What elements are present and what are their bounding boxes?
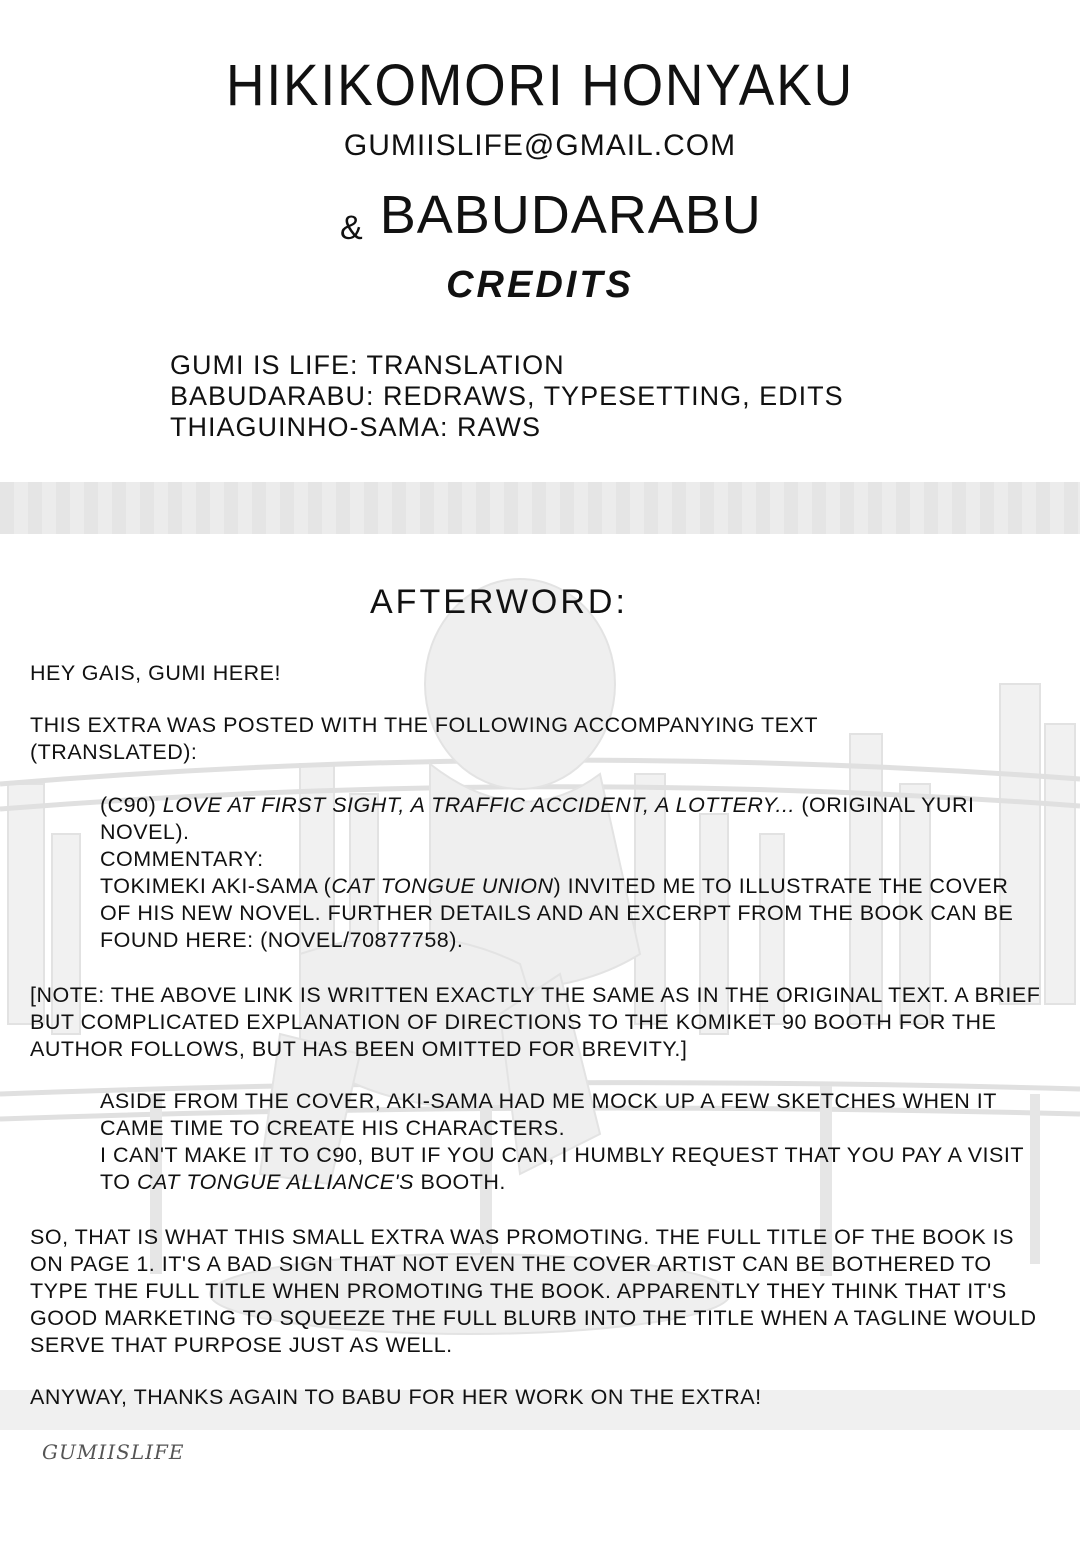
thanks-text: ANYWAY, THANKS AGAIN TO BABU FOR HER WORK ON THE EXTRA!: [30, 1385, 762, 1409]
signature: GUMIISLIFE: [42, 1440, 185, 1464]
quote-prefix: (C90): [100, 793, 163, 817]
commentary-text-after: ) INVITED ME TO ILLUSTRATE THE COVER OF HIS NEW NOVEL. FURTHER DETAILS AND AN EXCERPT FROM THE BOOK CAN BE FOUND HERE: (NOVEL/70877758).: [100, 874, 1014, 952]
summary-text: SO, THAT IS WHAT THIS SMALL EXTRA WAS PROMOTING. THE FULL TITLE OF THE BOOK IS ON PAGE 1. IT'S A BAD SIGN THAT NOT EVEN THE COVER ARTIST CAN BE BOTHERED TO TYPE THE FULL TITLE WHEN PROMOTING THE BOOK. APPARENTLY THEY THINK THAT IT'S GOOD MARKETING TO SQUEEZE THE FULL BLURB INTO THE TITLE WHEN A TAGLINE WOULD SERVE THAT PURPOSE JUST AS WELL.: [30, 1225, 1037, 1357]
group-name-title: HIKIKOMORI HONYAKU: [225, 53, 855, 118]
circle-name-alt: CAT TONGUE ALLIANCE'S: [136, 1170, 414, 1194]
contact-email: GUMIISLIFE@GMAIL.COM: [343, 129, 737, 162]
commentary-label: COMMENTARY:: [100, 847, 264, 871]
booth-text-before: I CAN'T MAKE IT TO C90, BUT IF YOU CAN, I HUMBLY REQUEST THAT YOU PAY A VISIT TO: [100, 1143, 1024, 1194]
novel-title: LOVE AT FIRST SIGHT, A TRAFFIC ACCIDENT, A LOTTERY...: [162, 793, 795, 817]
ampersand: &: [340, 209, 364, 247]
partner-line: [340, 184, 762, 248]
divider-band-texture: [0, 482, 1080, 534]
quoted-commentary: [100, 792, 1040, 954]
credits-heading: CREDITS: [446, 264, 634, 306]
credits-list: [170, 350, 844, 443]
quoted-sketches: [100, 1088, 1060, 1196]
quote-suffix: (ORIGINAL YURI NOVEL).: [100, 793, 975, 844]
commentary-text-before: TOKIMEKI AKI-SAMA (: [100, 874, 332, 898]
intro-text: THIS EXTRA WAS POSTED WITH THE FOLLOWING ACCOMPANYING TEXT (TRANSLATED):: [30, 713, 818, 764]
circle-name: CAT TONGUE UNION: [331, 874, 554, 898]
translator-note: [NOTE: THE ABOVE LINK IS WRITTEN EXACTLY THE SAME AS IN THE ORIGINAL TEXT. A BRIEF BUT COMPLICATED EXPLANATION OF DIRECTIONS TO THE KOMIKET 90 BOOTH FOR THE AUTHOR FOLLOWS, BUT HAS BEEN OMITTED FOR BREVITY.]: [30, 983, 1041, 1061]
afterword-heading: AFTERWORD:: [370, 583, 628, 621]
credit-item: THIAGUINHO-SAMA: RAWS: [170, 412, 542, 442]
booth-text-after: BOOTH.: [414, 1170, 506, 1194]
sketches-text: ASIDE FROM THE COVER, AKI-SAMA HAD ME MOCK UP A FEW SKETCHES WHEN IT CAME TIME TO CREATE HIS CHARACTERS.: [100, 1089, 997, 1140]
partner-name: BABUDARABU: [379, 185, 762, 245]
credit-item: BABUDARABU: REDRAWS, TYPESETTING, EDITS: [170, 381, 844, 411]
credit-item: GUMI IS LIFE: TRANSLATION: [170, 350, 565, 380]
greeting-text: HEY GAIS, GUMI HERE!: [30, 661, 281, 685]
